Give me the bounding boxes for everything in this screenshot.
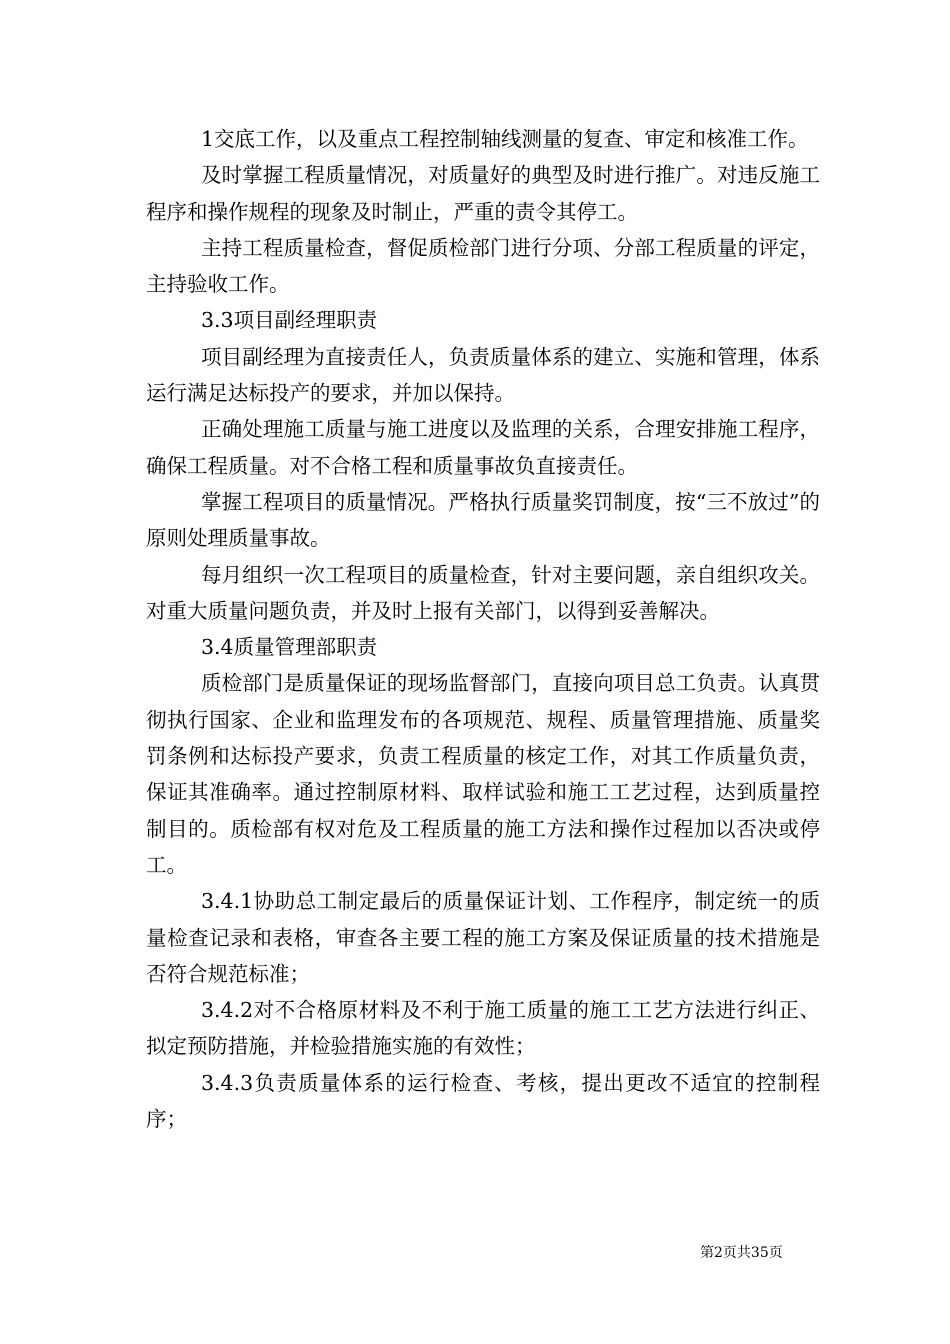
body-text — [146, 121, 820, 1137]
paragraph: 3.4.1协助总工制定最后的质量保证计划、工作程序，制定统一的质量检查记录和表格，审查各主要工程的施工方案及保证质量的技术措施是否符合规范标准； — [146, 889, 820, 986]
paragraph: 及时掌握工程质量情况，对质量好的典型及时进行推广。对违反施工程序和操作规程的现象及时制止，严重的责令其停工。 — [146, 163, 820, 224]
paragraph: 正确处理施工质量与施工进度以及监理的关系，合理安排施工程序，确保工程质量。对不合格工程和质量事故负直接责任。 — [146, 417, 820, 478]
paragraph: 每月组织一次工程项目的质量检查，针对主要问题，亲自组织攻关。对重大质量问题负责，并及时上报有关部门，以得到妥善解决。 — [146, 562, 820, 623]
paragraph: 质检部门是质量保证的现场监督部门，直接向项目总工负责。认真贯彻执行国家、企业和监理发布的各项规范、规程、质量管理措施、质量奖罚条例和达标投产要求，负责工程质量的核定工作，对其工作质量负责，保证其准确率。通过控制原材料、取样试验和施工工艺过程，达到质量控制目的。质检部有权对危及工程质量的施工方法和操作过程加以否决或停工。 — [146, 671, 820, 877]
paragraph: 项目副经理为直接责任人，负责质量体系的建立、实施和管理，体系运行满足达标投产的要求，并加以保持。 — [146, 344, 820, 406]
section-heading: 3.4质量管理部职责 — [201, 635, 378, 660]
page-number: 第2页共35页 — [700, 1245, 783, 1261]
paragraph: 3.4.3负责质量体系的运行检查、考核，提出更改不适宜的控制程序； — [146, 1070, 820, 1132]
paragraph: 1交底工作，以及重点工程控制轴线测量的复查、审定和核准工作。 — [201, 127, 809, 151]
section-heading: 3.3项目副经理职责 — [201, 308, 378, 333]
paragraph: 3.4.2对不合格原材料及不利于施工质量的施工工艺方法进行纠正、拟定预防措施，并检验措施实施的有效性； — [146, 998, 820, 1059]
paragraph: 主持工程质量检查，督促质检部门进行分项、分部工程质量的评定，主持验收工作。 — [146, 235, 820, 297]
paragraph: 掌握工程项目的质量情况。严格执行质量奖罚制度，按“三不放过”的原则处理质量事故。 — [146, 489, 820, 551]
